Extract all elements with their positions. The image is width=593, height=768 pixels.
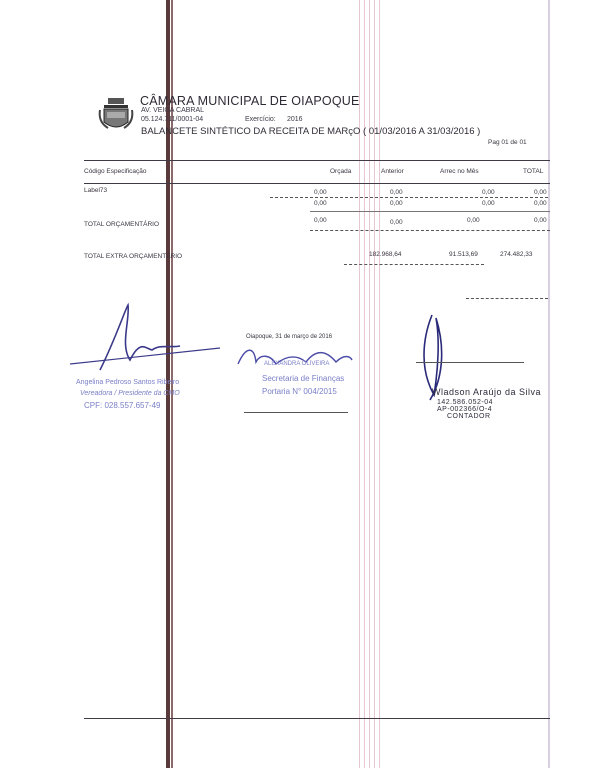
- right-stamp-registro: AP-002366/O-4: [437, 406, 493, 413]
- report-title: BALANCETE SINTÉTICO DA RECEITA DE MARçO ( 01/03/2016 A 31/03/2016 ): [141, 126, 481, 137]
- right-signature-line: [416, 362, 524, 363]
- header-rule-bottom: [84, 183, 550, 184]
- exercicio-label: Exercício:: [245, 116, 276, 123]
- center-stamp-portaria: Portaria N° 004/2015: [262, 387, 337, 396]
- row-orcada: 0,00: [314, 189, 327, 196]
- row-label: Label73: [84, 187, 108, 194]
- row-mes: 0,00: [482, 189, 495, 196]
- row-orcada: 0,00: [314, 200, 327, 207]
- org-address: AV. VEIGA CABRAL: [141, 107, 205, 114]
- exercicio-value: 2016: [287, 116, 303, 123]
- col-header-anterior: Anterior: [381, 168, 404, 175]
- total-orcamentario-label: TOTAL ORÇAMENTÁRIO: [84, 221, 159, 228]
- total-orcamentario-mes: 0,00: [467, 217, 480, 224]
- right-stamp-name: Wladson Araújo da Silva: [432, 387, 542, 397]
- total-extra-label: TOTAL EXTRA ORÇAMENTÁRIO: [84, 253, 183, 260]
- total-extra-anterior: 182.968,64: [369, 251, 402, 258]
- total-orcamentario-anterior: 0,00: [390, 219, 403, 226]
- left-signature: [70, 300, 230, 385]
- left-stamp-role: Vereadora / Presidente da CMO: [80, 390, 180, 397]
- total-orcamentario-orcada: 0,00: [314, 217, 327, 224]
- right-stamp-cpf: 142.586.052-04: [437, 399, 494, 406]
- left-stamp-name: Angelina Pedroso Santos Ribeiro: [76, 379, 180, 386]
- row-total: 0,00: [534, 189, 547, 196]
- total-extra-mes: 91.513,69: [449, 251, 478, 258]
- header-rule-top: [84, 160, 550, 161]
- coat-of-arms-logo: [98, 96, 134, 134]
- row-total: 0,00: [534, 200, 547, 207]
- row-anterior: 0,00: [390, 189, 403, 196]
- page-number: Pag 01 de 01: [488, 139, 527, 146]
- col-header-orcada: Orçada: [330, 168, 352, 175]
- footer-rule: [84, 718, 550, 719]
- col-header-codigo: Código Especificação: [84, 168, 147, 175]
- org-cnpj: 05.124.711/0001-04: [141, 116, 204, 123]
- row-dotted-line: [270, 197, 548, 198]
- col-header-arrec-mes: Arrec no Mês: [440, 168, 479, 175]
- left-stamp-cpf: CPF: 028.557.657-49: [84, 401, 161, 410]
- center-signature-line: [244, 412, 348, 413]
- total-orcamentario-dotted-line: [310, 230, 550, 231]
- right-stamp-role: CONTADOR: [447, 413, 491, 420]
- scan-bar-right: [548, 0, 550, 768]
- total-orcamentario-total: 0,00: [534, 217, 547, 224]
- row-mes: 0,00: [482, 200, 495, 207]
- date-line: Oiapoque, 31 de março de 2016: [246, 334, 333, 340]
- total-extra-dotted-line: [344, 264, 484, 265]
- scan-bar-middle: [357, 0, 383, 768]
- center-stamp-role: Secretaria de Finanças: [262, 374, 345, 383]
- total-extra-total: 274.482,33: [500, 251, 533, 258]
- standalone-dotted-line: [466, 298, 548, 299]
- subtotal-rule: [310, 211, 550, 212]
- center-stamp-name: ALEXANDRA OLIVEIRA: [264, 361, 330, 367]
- col-header-total: TOTAL: [523, 168, 544, 175]
- row-anterior: 0,00: [390, 200, 403, 207]
- org-name: CÂMARA MUNICIPAL DE OIAPOQUE: [140, 94, 360, 108]
